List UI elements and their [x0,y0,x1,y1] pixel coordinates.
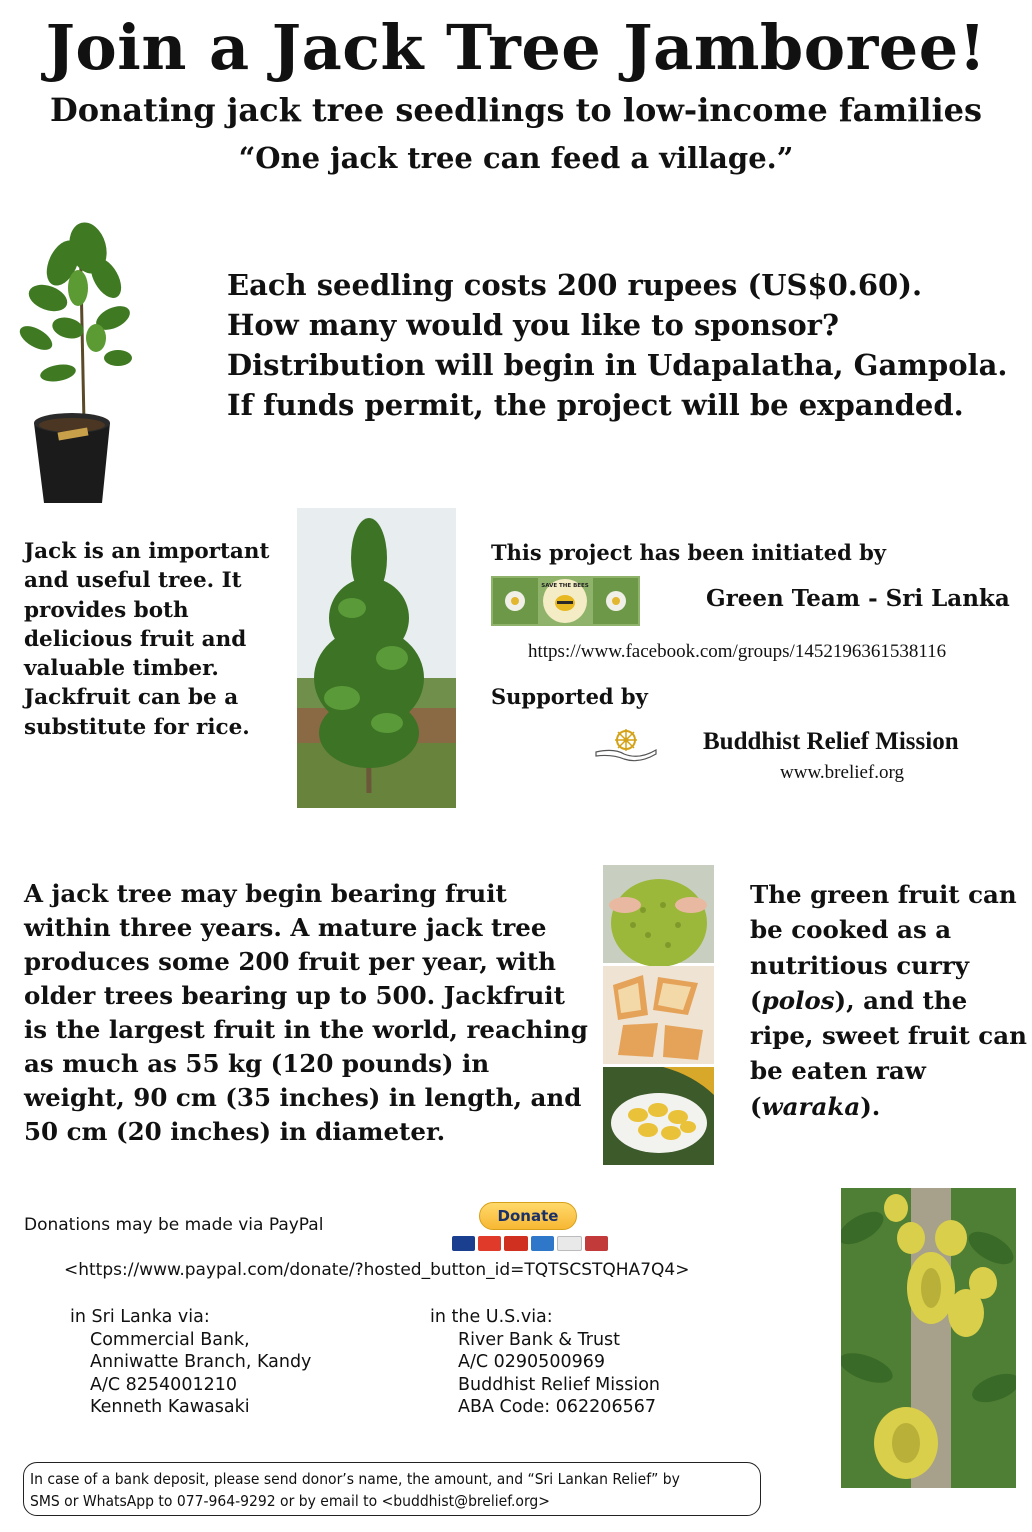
page-subtitle: Donating jack tree seedlings to low-income families [49,91,983,129]
bank-deposit-notice [23,1462,761,1516]
sl-bank-line: Commercial Bank, [90,1329,250,1350]
facebook-link[interactable]: https://www.facebook.com/groups/1452196361538116 [528,641,947,662]
us-bank-line: ABA Code: 062206567 [458,1397,656,1417]
jackfruit-tree-photo [841,1188,1016,1488]
supported-by-label: Supported by [491,684,648,709]
expansion-line: If funds permit, the project will be expanded. [227,388,964,422]
sl-bank-line: Anniwatte Branch, Kandy [90,1352,312,1372]
mastercard-icon [478,1236,501,1251]
paypal-url[interactable]: <https://www.paypal.com/donate/?hosted_button_id=TQTSCSTQHA7Q4> [64,1260,690,1280]
notice-line-1: In case of a bank deposit, please send donor’s name, the amount, and “Sri Lankan Relief” by [30,1470,680,1488]
us-bank-line: River Bank & Trust [458,1329,621,1350]
curry-fruit-paragraph [750,877,1030,1124]
tagline-quote: “One jack tree can feed a village.” [238,141,794,175]
notice-line-2: SMS or WhatsApp to 077-964-9292 or by email to <buddhist@brelief.org> [30,1492,550,1510]
paypal-donate-button[interactable]: Donate [479,1202,577,1230]
us-bank-line: Buddhist Relief Mission [458,1374,661,1395]
jackfruit-photo-strip [603,865,714,1165]
brelief-link[interactable]: www.brelief.org [780,762,904,783]
paypal-label: Donations may be made via PayPal [24,1215,324,1235]
sl-bank-line: Kenneth Kawasaki [90,1397,250,1417]
sl-bank-line: A/C 8254001210 [90,1374,237,1395]
us-bank-line: A/C 0290500969 [458,1352,605,1372]
jack-tree-info: Jack is an important and useful tree. It provides both delicious fruit and valuable timber. Jackfruit can be a substitute for rice. [24,539,270,740]
initiated-by-label: This project has been initiated by [491,540,886,565]
discover-icon [557,1236,582,1251]
bank-card-icon [585,1236,608,1251]
visa-icon [452,1236,475,1251]
green-para-text-2: ), and the ripe, sweet fruit can be eaten raw ( [750,985,1027,1121]
waraka-term: waraka [761,1091,861,1121]
fruit-facts-paragraph: A jack tree may begin bearing fruit within three years. A mature jack tree produces some 200 fruit per year, with older trees bearing up to 500. Jackfruit is the largest fruit in the world, reaching as much as 55 kg (120 pounds) in weight, 90 cm (35 inches) in length, and 50 cm (20 inches) in diameter. [24,879,588,1146]
us-bank-details [430,1306,660,1419]
logo-text: SAVE THE BEES [541,583,589,589]
sri-lanka-label: in Sri Lanka via: [70,1307,210,1327]
sri-lanka-bank-details [70,1306,311,1419]
buddhist-relief-mission-name: Buddhist Relief Mission [703,728,959,755]
seedling-cost-info [227,265,1007,425]
jack-tree-photo [297,508,456,808]
cost-line: Each seedling costs 200 rupees (US$0.60). [227,268,923,302]
maestro-icon [504,1236,527,1251]
green-para-text-3: ). [860,1091,881,1121]
page-title: Join a Jack Tree Jamboree! [45,11,987,84]
payment-cards [452,1236,608,1252]
distribution-line: Distribution will begin in Udapalatha, Gampola. [227,348,1008,382]
sponsor-question: How many would you like to sponsor? [227,308,839,342]
dharma-wheel-hand-icon [594,724,658,764]
polos-term: polos [761,985,835,1015]
amex-icon [531,1236,554,1251]
green-team-logo [491,576,640,626]
green-team-name: Green Team - Sri Lanka [706,585,1010,612]
us-label: in the U.S.via: [430,1307,553,1327]
seedling-pot-image [18,218,133,508]
green-para-text-1: The green fruit can be cooked as a nutritious curry ( [750,880,1017,1015]
